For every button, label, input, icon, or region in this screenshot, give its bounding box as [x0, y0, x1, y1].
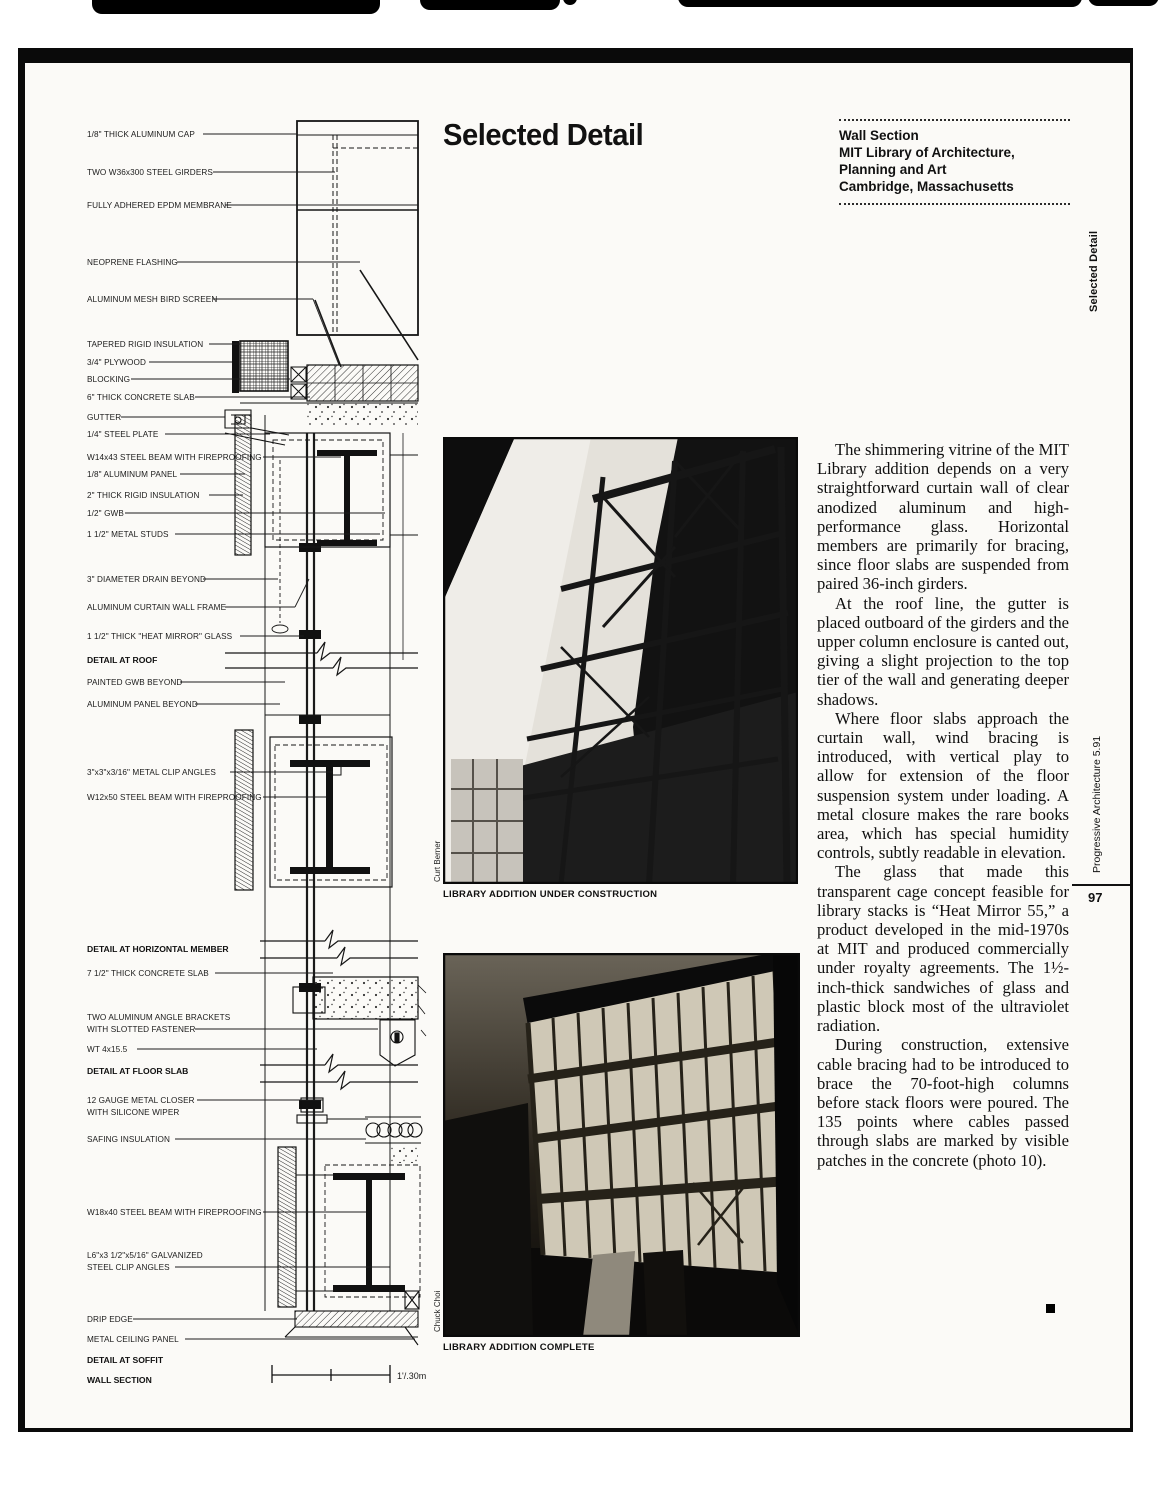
drawing-label: ALUMINUM CURTAIN WALL FRAME — [87, 603, 227, 612]
scan-artifact — [563, 0, 577, 5]
scan-artifact — [420, 0, 560, 10]
drawing-label: SAFING INSULATION — [87, 1135, 170, 1144]
drawing-label: L6"x3 1/2"x5/16" GALVANIZED — [87, 1251, 203, 1260]
drawing-label: FULLY ADHERED EPDM MEMBRANE — [87, 201, 232, 210]
article-paragraph: The shimmering vitrine of the MIT Library addition depends on a very straightforward curtain wall of clear anodized aluminum and high-performance glass. Horizontal members are primarily for bracing, since floor slabs are suspended from paired 36-inch girders. — [817, 440, 1069, 594]
photo-library-complete — [443, 953, 800, 1337]
drawing-subtitle: DETAIL AT HORIZONTAL MEMBER — [87, 944, 229, 954]
drawing-label: 7 1/2" THICK CONCRETE SLAB — [87, 969, 209, 978]
section-tab: Selected Detail — [1088, 230, 1100, 312]
article-paragraph: The glass that made this transparent cage concept feasible for library stacks is “Heat Mirror 55,” a product developed in the mid-1970s at MIT and produced commercially under royalty agreements. The 1½-inch-thick sandwiches of glass and plastic block most of the ultraviolet radiation. — [817, 862, 1069, 1036]
drawing-label: 12 GAUGE METAL CLOSER — [87, 1096, 195, 1105]
drawing-subtitle: DETAIL AT FLOOR SLAB — [87, 1066, 189, 1076]
page-number: 97 — [1088, 890, 1103, 905]
drawing-label: W12x50 STEEL BEAM WITH FIREPROOFING — [87, 793, 262, 802]
page-title: Selected Detail — [443, 117, 644, 152]
drawing-label: 3" DIAMETER DRAIN BEYOND — [87, 575, 207, 584]
photo-caption: LIBRARY ADDITION COMPLETE — [443, 1342, 595, 1353]
drawing-label: WT 4x15.5 — [87, 1045, 128, 1054]
photo-library-under-construction — [443, 437, 798, 884]
project-caption-block — [839, 115, 1070, 211]
drawing-label: STEEL CLIP ANGLES — [87, 1263, 170, 1272]
article-paragraph: At the roof line, the gutter is placed outboard of the girders and the upper column enclosure is canted out, giving a slight projection to the top tier of the wall and generating deeper shadows. — [817, 593, 1069, 709]
drawing-label: 3/4" PLYWOOD — [87, 358, 147, 367]
drawing-label: 6" THICK CONCRETE SLAB — [87, 393, 195, 402]
article-paragraph: During construction, extensive cable bracing had to be introduced to brace the 70-foot-high columns before stack floors were poured. The 135 points where cables passed through slabs are marked by visible patches in the concrete (photo 10). — [817, 1035, 1069, 1170]
drawing-label: 1/4" STEEL PLATE — [87, 430, 159, 439]
project-name: MIT Library of Architecture, — [839, 145, 1015, 160]
drawing-label: DRIP EDGE — [87, 1315, 133, 1324]
photo-caption: LIBRARY ADDITION UNDER CONSTRUCTION — [443, 889, 658, 900]
drawing-label: 1/2" GWB — [87, 509, 124, 518]
article-paragraph: Where floor slabs approach the curtain wall, wind bracing is introduced, with vertical play to allow for extension of the floor suspension system under loading. A metal closure makes the rare books area, which has special humidity controls, subtly readable in elevation. — [817, 708, 1069, 863]
drawing-label: 3"x3"x3/16" METAL CLIP ANGLES — [87, 768, 216, 777]
scan-artifact — [678, 0, 1082, 7]
dotted-rule — [839, 203, 1070, 205]
drawing-label: WITH SLOTTED FASTENER — [87, 1025, 196, 1034]
drawing-subtitle: DETAIL AT SOFFIT — [87, 1355, 164, 1365]
drawing-label: METAL CEILING PANEL — [87, 1335, 179, 1344]
photo-credit: Curt Berner — [433, 840, 442, 882]
drawing-label: BLOCKING — [87, 375, 131, 384]
drawing-label: 1/8" THICK ALUMINUM CAP — [87, 130, 195, 139]
project-location: Cambridge, Massachusetts — [839, 179, 1014, 194]
drawing-label: W18x40 STEEL BEAM WITH FIREPROOFING — [87, 1208, 262, 1217]
wall-section-drawing — [85, 115, 435, 1400]
drawing-label: 1 1/2" THICK "HEAT MIRROR" GLASS — [87, 632, 233, 641]
scale-label: 1'/.30m — [397, 1371, 427, 1381]
drawing-label: 2" THICK RIGID INSULATION — [87, 491, 200, 500]
drawing-label: ALUMINUM MESH BIRD SCREEN — [87, 295, 218, 304]
drawing-label: 1/8" ALUMINUM PANEL — [87, 470, 178, 479]
drawing-subtitle: DETAIL AT ROOF — [87, 655, 158, 665]
photo-credit: Chuck Choi — [433, 1290, 442, 1332]
drawing-label: W14x43 STEEL BEAM WITH FIREPROOFING — [87, 453, 262, 462]
scan-artifact — [92, 0, 380, 14]
scan-artifact — [1088, 0, 1159, 6]
drawing-label: TWO W36x300 STEEL GIRDERS — [87, 168, 213, 177]
drawing-label: GUTTER — [87, 413, 122, 422]
project-name-2: Planning and Art — [839, 162, 947, 177]
drawing-label: 1 1/2" METAL STUDS — [87, 530, 169, 539]
magazine-name: Progressive Architecture 5.91 — [1091, 735, 1103, 873]
drawing-label: TAPERED RIGID INSULATION — [87, 340, 204, 349]
drawing-label: PAINTED GWB BEYOND — [87, 678, 183, 687]
drawing-label: TWO ALUMINUM ANGLE BRACKETS — [87, 1013, 231, 1022]
article-body — [817, 440, 1069, 1170]
folio-rule — [1072, 884, 1130, 886]
drawing-subtitle: WALL SECTION — [87, 1375, 152, 1385]
drawing-label: WITH SILICONE WIPER — [87, 1108, 180, 1117]
project-type: Wall Section — [839, 128, 919, 143]
end-of-article-marker — [1046, 1304, 1055, 1313]
drawing-label: NEOPRENE FLASHING — [87, 258, 178, 267]
dotted-rule — [839, 119, 1070, 121]
drawing-label: ALUMINUM PANEL BEYOND — [87, 700, 198, 709]
